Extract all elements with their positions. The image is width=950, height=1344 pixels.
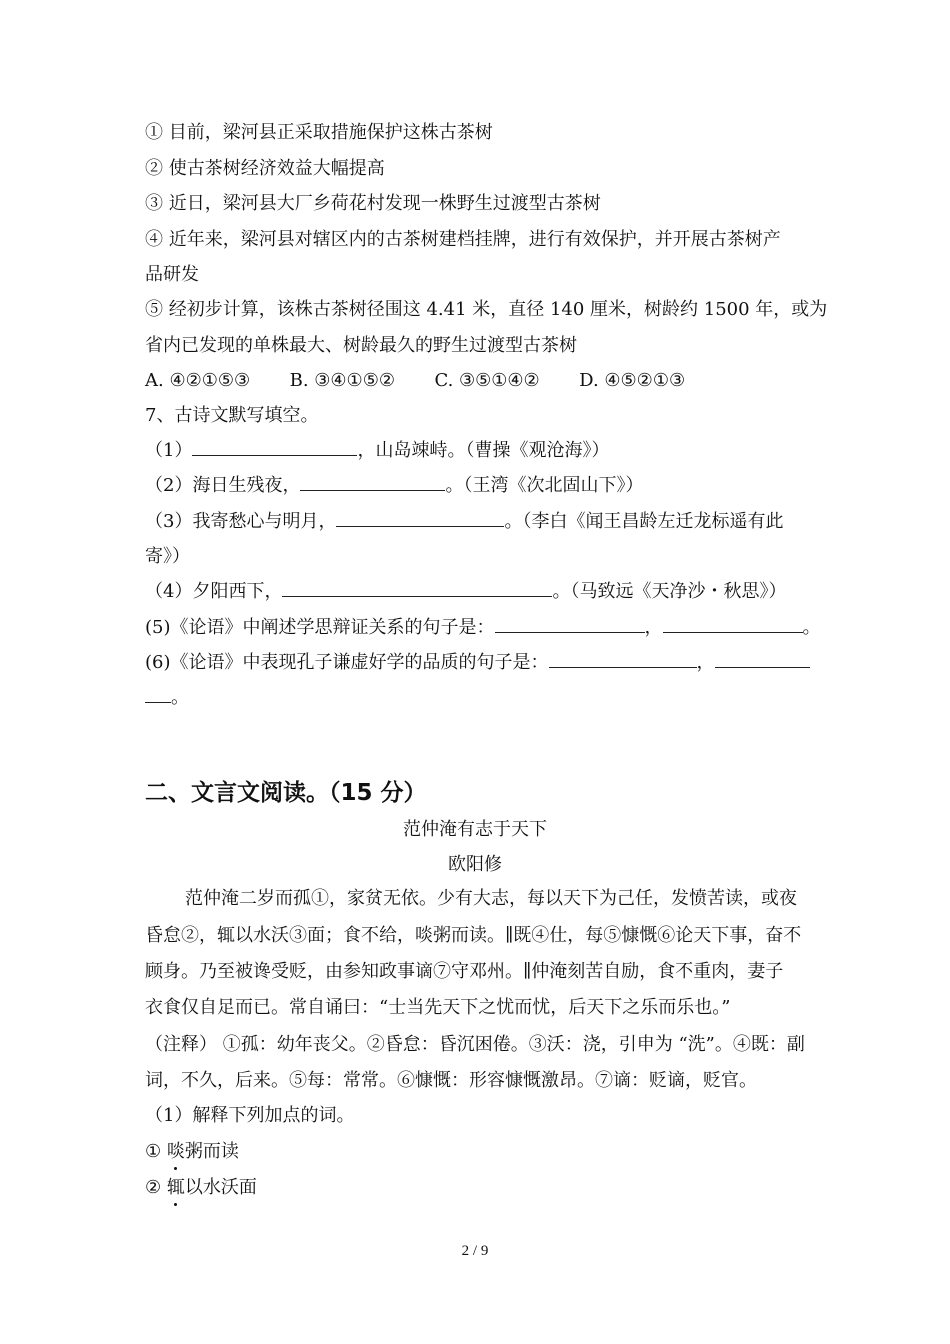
poem-item-6 [145,651,815,675]
item-5-comma: ， [644,617,663,638]
blank-3[interactable] [336,510,504,527]
option-d: D. ④⑤②①③ [579,370,686,391]
option-b: B. ③④①⑤② [289,370,395,391]
dotted-word-1: 啖 [166,1141,185,1162]
page-number: 2 / 9 [461,1243,489,1259]
item-1-source: ，山岛竦峙。（曹操《观沧海》） [357,440,610,461]
sentence-2: ② 使古茶树经济效益大幅提高 [145,158,385,179]
option-c: C. ③⑤①④② [434,370,540,391]
sentence-5-line-1: ⑤ 经初步计算，该株古茶树径围这 4.41 米，直径 140 厘米，树龄约 1500 年，或为 [145,299,828,320]
notes-line-1: （注释） ①孤：幼年丧父。②昏怠：昏沉困倦。③沃：浇，引申为 “洗”。④既：副 [145,1034,805,1055]
poem-item-6-cont [145,686,815,710]
word-item-2-number: ② [145,1177,162,1198]
item-5-text: (5)《论语》中阐述学思辩证关系的句子是： [145,617,495,638]
item-1-label: （1） [145,440,193,461]
poem-item-3-cont: 寄》） [145,546,190,567]
passage-line-3: 顾身。乃至被谗受贬，由参知政事谪⑦守邓州。∥仲淹刻苦自励，食不重肉，妻子 [145,961,784,982]
item-4-text: （4）夕阳西下， [145,581,283,602]
item-6-text: (6)《论语》中表现孔子谦虚好学的品质的句子是： [145,652,549,673]
sentence-4-line-1: ④ 近年来，梁河县对辖区内的古茶树建档挂牌，进行有效保护，并开展古茶树产 [145,229,781,250]
item-6-comma: ， [696,652,715,673]
item-2-source: 。（王湾《次北固山下》） [445,475,644,496]
sentence-3: ③ 近日，梁河县大厂乡荷花村发现一株野生过渡型古茶树 [145,193,601,214]
blank-6b[interactable] [715,651,810,668]
word-item-1-text: 粥而读 [184,1141,239,1162]
sentence-5-line-2: 省内已发现的单株最大、树龄最久的野生过渡型古茶树 [145,335,577,356]
item-3-text: （3）我寄愁心与明月， [145,511,337,532]
blank-6b-cont[interactable] [145,686,171,703]
notes-line-2: 词，不久，后来。⑤每：常常。⑥慷慨：形容慷慨激昂。⑦谪：贬谪，贬官。 [145,1070,757,1091]
option-a: A. ④②①⑤③ [145,370,251,391]
item-6-period: 。 [171,687,189,708]
blank-2[interactable] [300,474,445,491]
sentence-1: ① 目前，梁河县正采取措施保护这株古茶树 [145,122,493,143]
item-5-period: 。 [802,617,821,638]
word-item-1-number: ① [145,1141,162,1162]
poem-item-5 [145,616,821,640]
blank-5b[interactable] [663,616,803,633]
blank-5a[interactable] [495,616,645,633]
blank-1[interactable] [192,439,357,456]
passage-line-2: 昏怠②，辄以水沃③面；食不给，啖粥而读。∥既④仕，每⑤慷慨⑥论天下事，奋不 [145,925,802,946]
blank-4[interactable] [282,580,552,597]
dotted-word-2: 辄 [166,1177,185,1198]
poem-item-2 [145,474,815,498]
passage-line-1: 范仲淹二岁而孤①，家贫无依。少有大志，每以天下为己任，发愤苦读，或夜 [185,888,797,909]
item-3-source: 。（李白《闻王昌龄左迁龙标遥有此 [504,511,784,532]
section-heading: 二、文言文阅读。（15 分） [145,780,427,806]
passage-author: 欧阳修 [448,854,502,875]
question-7-title: 7、古诗文默写填空。 [145,405,319,426]
sentence-4-line-2: 品研发 [145,264,199,285]
poem-item-4 [145,580,815,604]
blank-6a[interactable] [549,651,697,668]
word-item-2 [145,1176,815,1200]
sub-question-1: （1）解释下列加点的词。 [145,1105,355,1126]
word-item-2-text: 以水沃面 [184,1177,257,1198]
item-4-source: 。（马致远《天净沙・秋思》） [552,581,787,602]
answer-options [145,369,815,393]
passage-line-4: 衣食仅自足而已。常自诵曰：“士当先天下之忧而忧，后天下之乐而乐也。” [145,997,731,1018]
item-2-text: （2）海日生残夜， [145,475,301,496]
word-item-1 [145,1140,815,1164]
poem-item-1 [145,439,815,463]
poem-item-3 [145,510,815,534]
passage-title: 范仲淹有志于天下 [403,819,547,840]
